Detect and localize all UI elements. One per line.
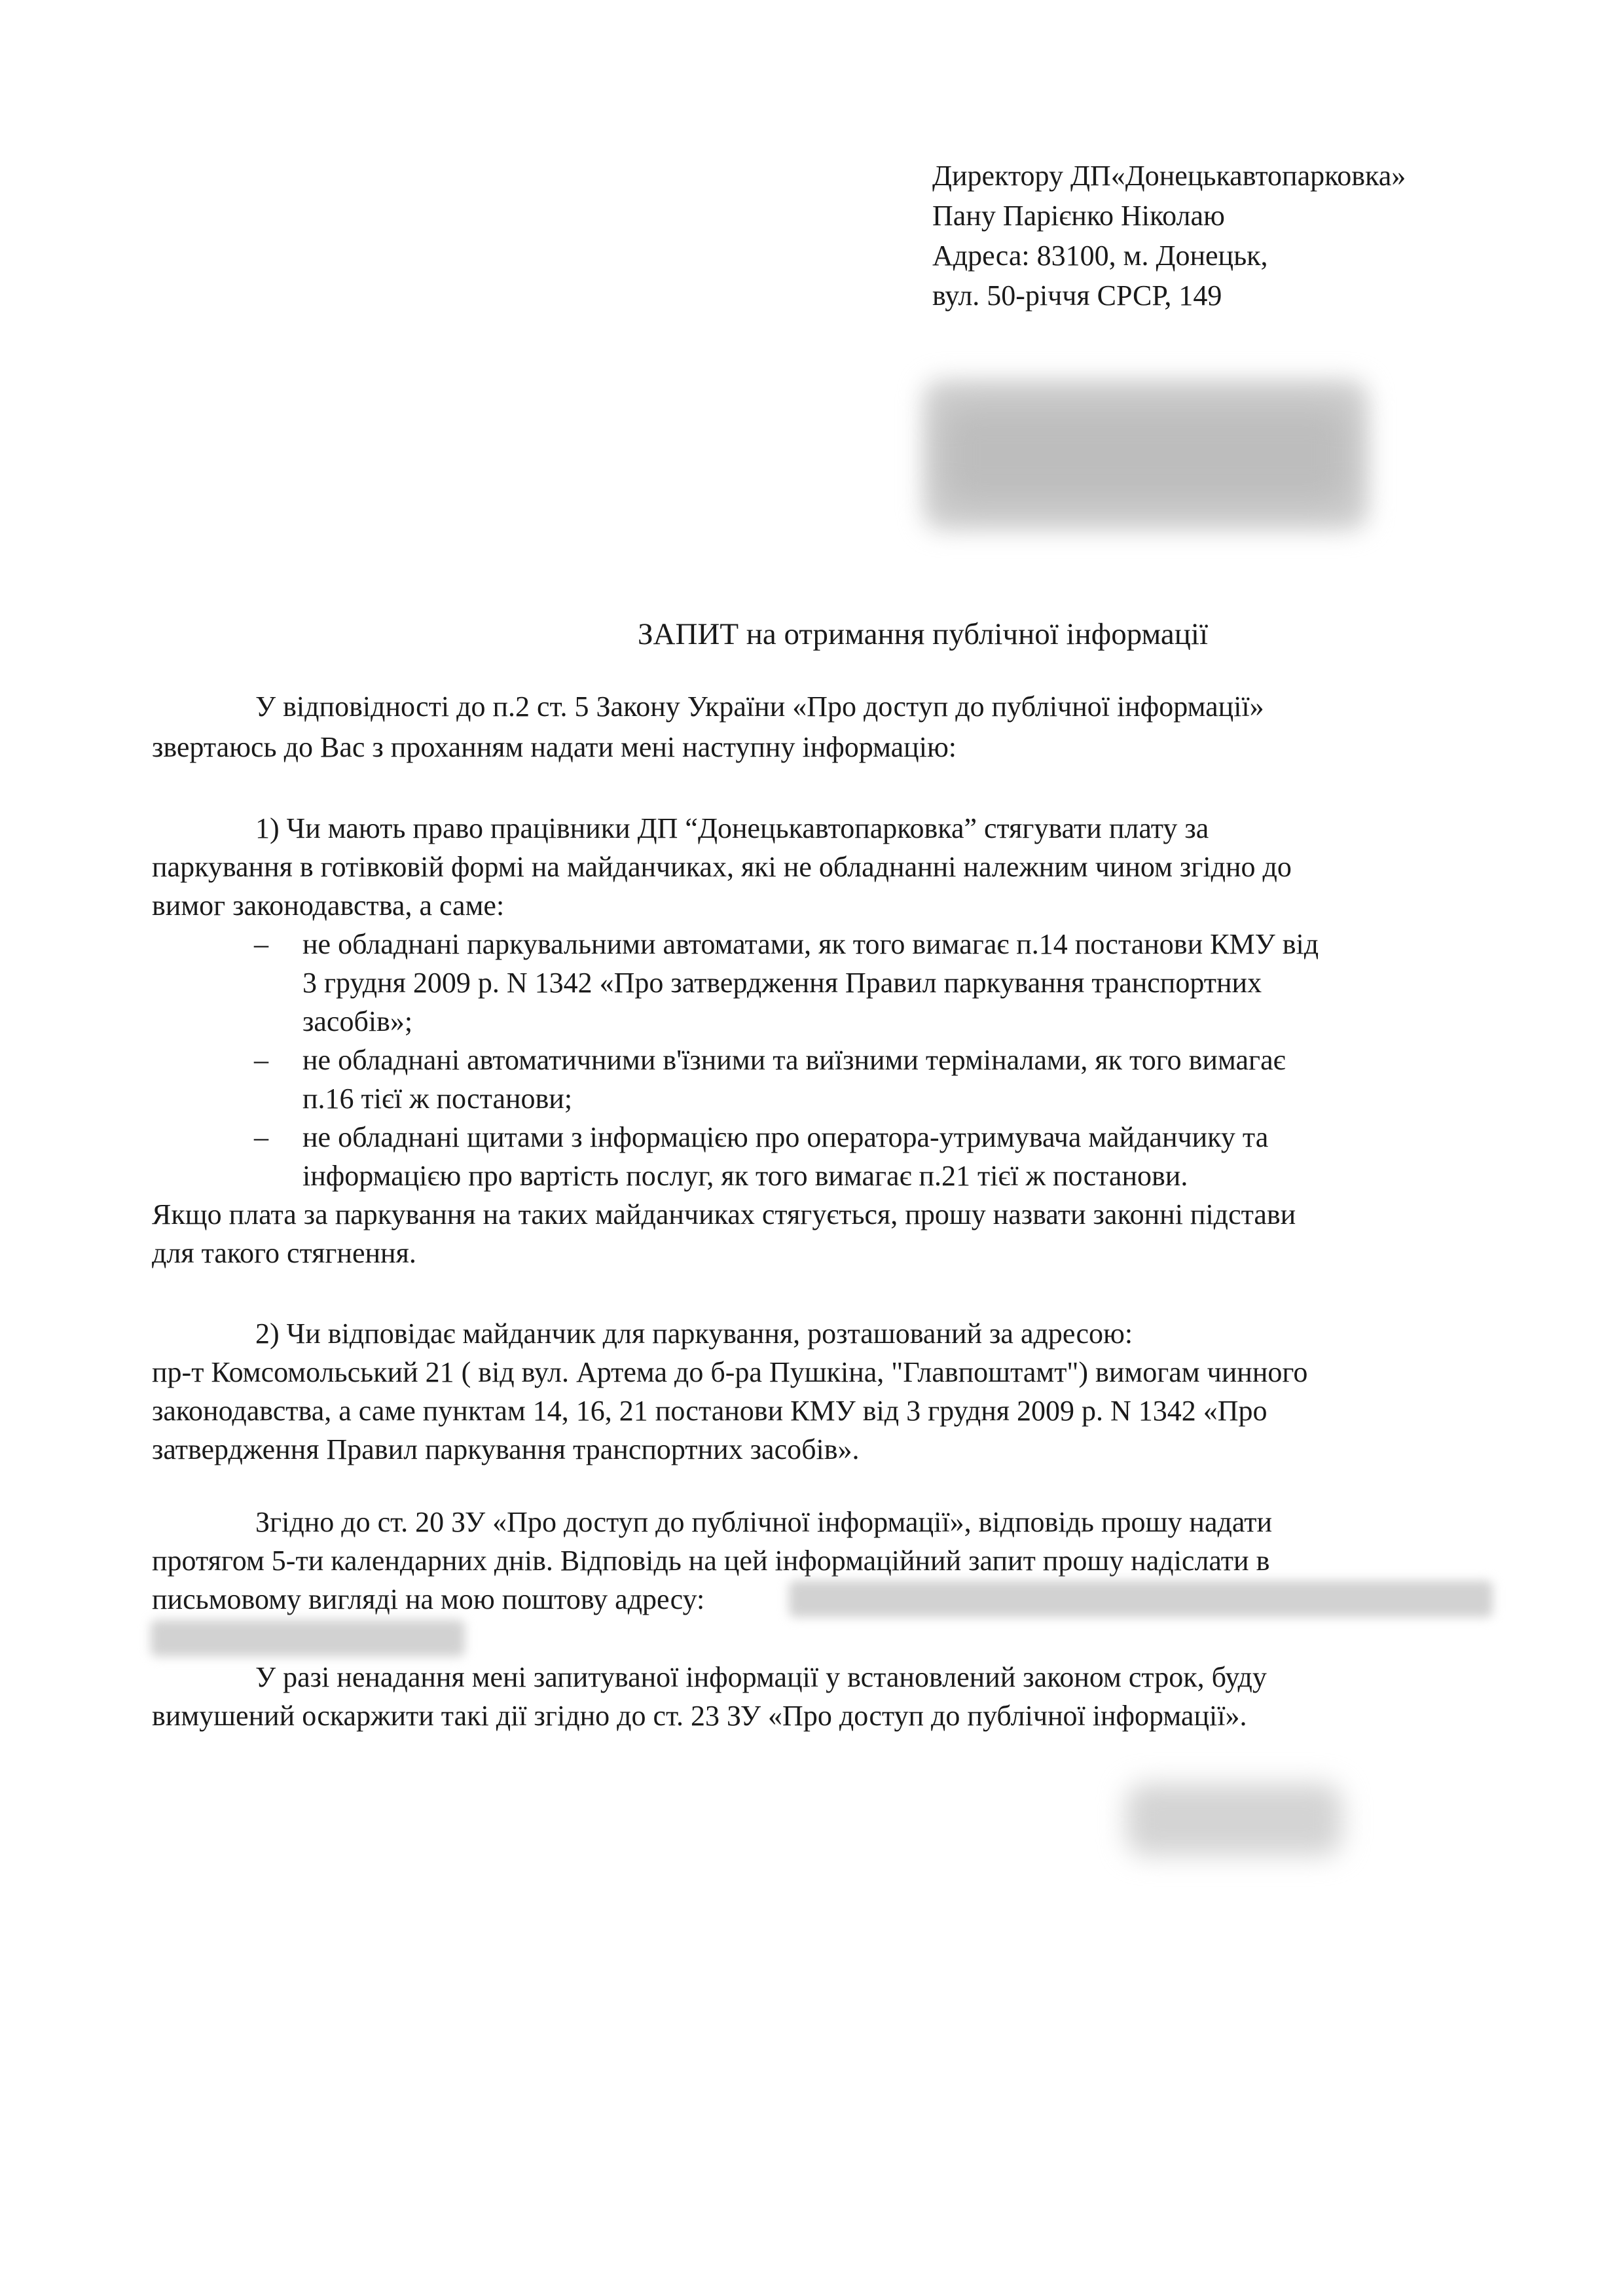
bullet-line: п.16 тієї ж постанови; <box>302 1083 573 1115</box>
bullet-dash: – <box>254 1121 268 1153</box>
paragraph-line: Якщо плата за паркування на таких майданчиках стягується, прошу назвати законні підстави <box>152 1198 1296 1230</box>
paragraph-line: письмовому вигляді на мою поштову адресу: <box>152 1583 705 1615</box>
bullet-line: не обладнані автоматичними в'їзними та виїзними терміналами, як того вимагає <box>302 1044 1286 1076</box>
paragraph-line: законодавства, а саме пунктам 14, 16, 21 постанови КМУ від 3 грудня 2009 р. N 1342 «Про <box>152 1395 1267 1427</box>
paragraph-line: вимушений оскаржити такі дії згідно до ст. 23 ЗУ «Про доступ до публічної інформації». <box>152 1700 1247 1732</box>
paragraph-line: 1) Чи мають право працівники ДП “Донецькавтопарковка” стягувати плату за <box>255 812 1209 844</box>
bullet-line: 3 грудня 2009 р. N 1342 «Про затвердження Правил паркування транспортних <box>302 967 1262 999</box>
addressee-line: Директору ДП«Донецькавтопарковка» <box>932 160 1406 192</box>
addressee-block <box>932 156 1406 315</box>
paragraph-line: У відповідності до п.2 ст. 5 Закону України «Про доступ до публічної інформації» <box>255 691 1264 723</box>
redacted-sender-block-inner <box>943 406 1349 504</box>
paragraph-line: Згідно до ст. 20 ЗУ «Про доступ до публічної інформації», відповідь прошу надати <box>255 1506 1273 1538</box>
bullet-line: засобів»; <box>302 1005 413 1037</box>
paragraph-line: 2) Чи відповідає майданчик для паркування, розташований за адресою: <box>255 1318 1133 1350</box>
bullet-line: не обладнані паркувальними автоматами, як того вимагає п.14 постанови КМУ від <box>302 928 1319 960</box>
bullet-dash: – <box>254 928 268 960</box>
paragraph-line: звертаюсь до Вас з проханням надати мені наступну інформацію: <box>152 731 957 763</box>
bullet-dash: – <box>254 1044 268 1076</box>
paragraph-line: пр-т Комсомольський 21 ( від вул. Артема до б-ра Пушкіна, "Главпоштамт") вимогам чинного <box>152 1356 1308 1388</box>
paragraph-line: вимог законодавства, а саме: <box>152 889 505 922</box>
redacted-postal-address-continued <box>151 1620 465 1657</box>
paragraph-line: протягом 5-ти календарних днів. Відповідь на цей інформаційний запит прошу надіслати в <box>152 1545 1270 1577</box>
bullet-line: не обладнані щитами з інформацією про оператора-утримувача майданчику та <box>302 1121 1269 1153</box>
paragraph-line: для такого стягнення. <box>152 1237 416 1269</box>
addressee-line: Пану Парієнко Ніколаю <box>932 200 1225 232</box>
document-title: ЗАПИТ на отримання публічної інформації <box>637 617 1209 651</box>
redacted-postal-address <box>789 1581 1493 1617</box>
addressee-line: вул. 50-річчя СРСР, 149 <box>932 279 1222 312</box>
paragraph-line: затвердження Правил паркування транспортних засобів». <box>152 1433 860 1465</box>
addressee-line: Адреса: 83100, м. Донецьк, <box>932 240 1268 272</box>
paragraph-line: У разі ненадання мені запитуваної інформації у встановлений законом строк, буду <box>255 1661 1267 1693</box>
redacted-signature <box>1126 1784 1342 1856</box>
bullet-line: інформацією про вартість послуг, як того вимагає п.21 тієї ж постанови. <box>302 1160 1188 1192</box>
paragraph-line: паркування в готівковій формі на майданчиках, які не обладнанні належним чином згідно до <box>152 851 1292 883</box>
